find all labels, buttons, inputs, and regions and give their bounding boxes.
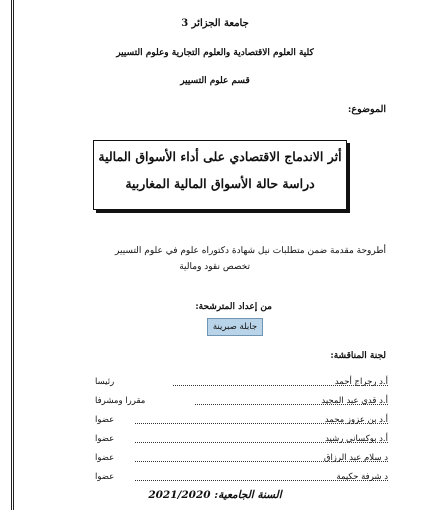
department-name: قسم علوم التسيير [180, 76, 250, 86]
dotted-leader [135, 480, 388, 481]
member-role: مقررا ومشرفا [95, 396, 146, 406]
member-name: أ.د قدي عبد المجيد [321, 396, 388, 406]
dotted-leader [135, 461, 388, 462]
thesis-title-line1: أثر الاندماج الاقتصادي على أداء الأسواق المالية [98, 149, 342, 164]
dotted-leader [173, 385, 388, 386]
faculty-name: كلية العلوم الاقتصادية والعلوم التجارية وعلوم التسيير [116, 48, 314, 58]
committee-member-row [95, 377, 388, 389]
member-name: أ.د بن عزوز محمد [324, 415, 388, 425]
dotted-leader [195, 404, 388, 405]
member-role: عضوا [95, 434, 115, 444]
committee-member-row [95, 396, 388, 408]
committee-member-row [95, 453, 388, 465]
member-role: عضوا [95, 453, 115, 463]
candidate-label: من إعداد المترشحة: [195, 302, 272, 312]
university-name: جامعة الجزائر 3 [181, 18, 249, 29]
committee-member-row [95, 415, 388, 427]
thesis-title-line2: دراسة حالة الأسواق المالية المغاربية [125, 176, 315, 191]
committee-label: لجنة المناقشة: [330, 351, 386, 361]
member-name: أ.د بوكساني رشيد [325, 434, 388, 444]
academic-year: السنة الجامعية: 2021/2020 [148, 489, 282, 501]
dotted-leader [135, 423, 388, 424]
candidate-name: جابلة صبرينة [207, 318, 263, 336]
thesis-description: أطروحة مقدمة ضمن متطلبات نيل شهادة دكتوراه علوم في علوم التسيير [115, 246, 386, 256]
member-name: د شرفة حكيمة [336, 472, 388, 482]
thesis-title-box [93, 140, 347, 210]
member-name: أ.د رجراج أحمد [334, 377, 388, 387]
member-role: رئيسا [95, 377, 115, 387]
member-role: عضوا [95, 472, 115, 482]
member-name: د سلام عبد الرزاق [323, 453, 388, 463]
dotted-leader [135, 442, 388, 443]
thesis-specialization: تخصص نقود ومالية [179, 262, 250, 272]
committee-member-row [95, 434, 388, 446]
committee-member-row [95, 472, 388, 484]
subject-label: الموضوع: [347, 104, 386, 115]
member-role: عضوا [95, 415, 115, 425]
